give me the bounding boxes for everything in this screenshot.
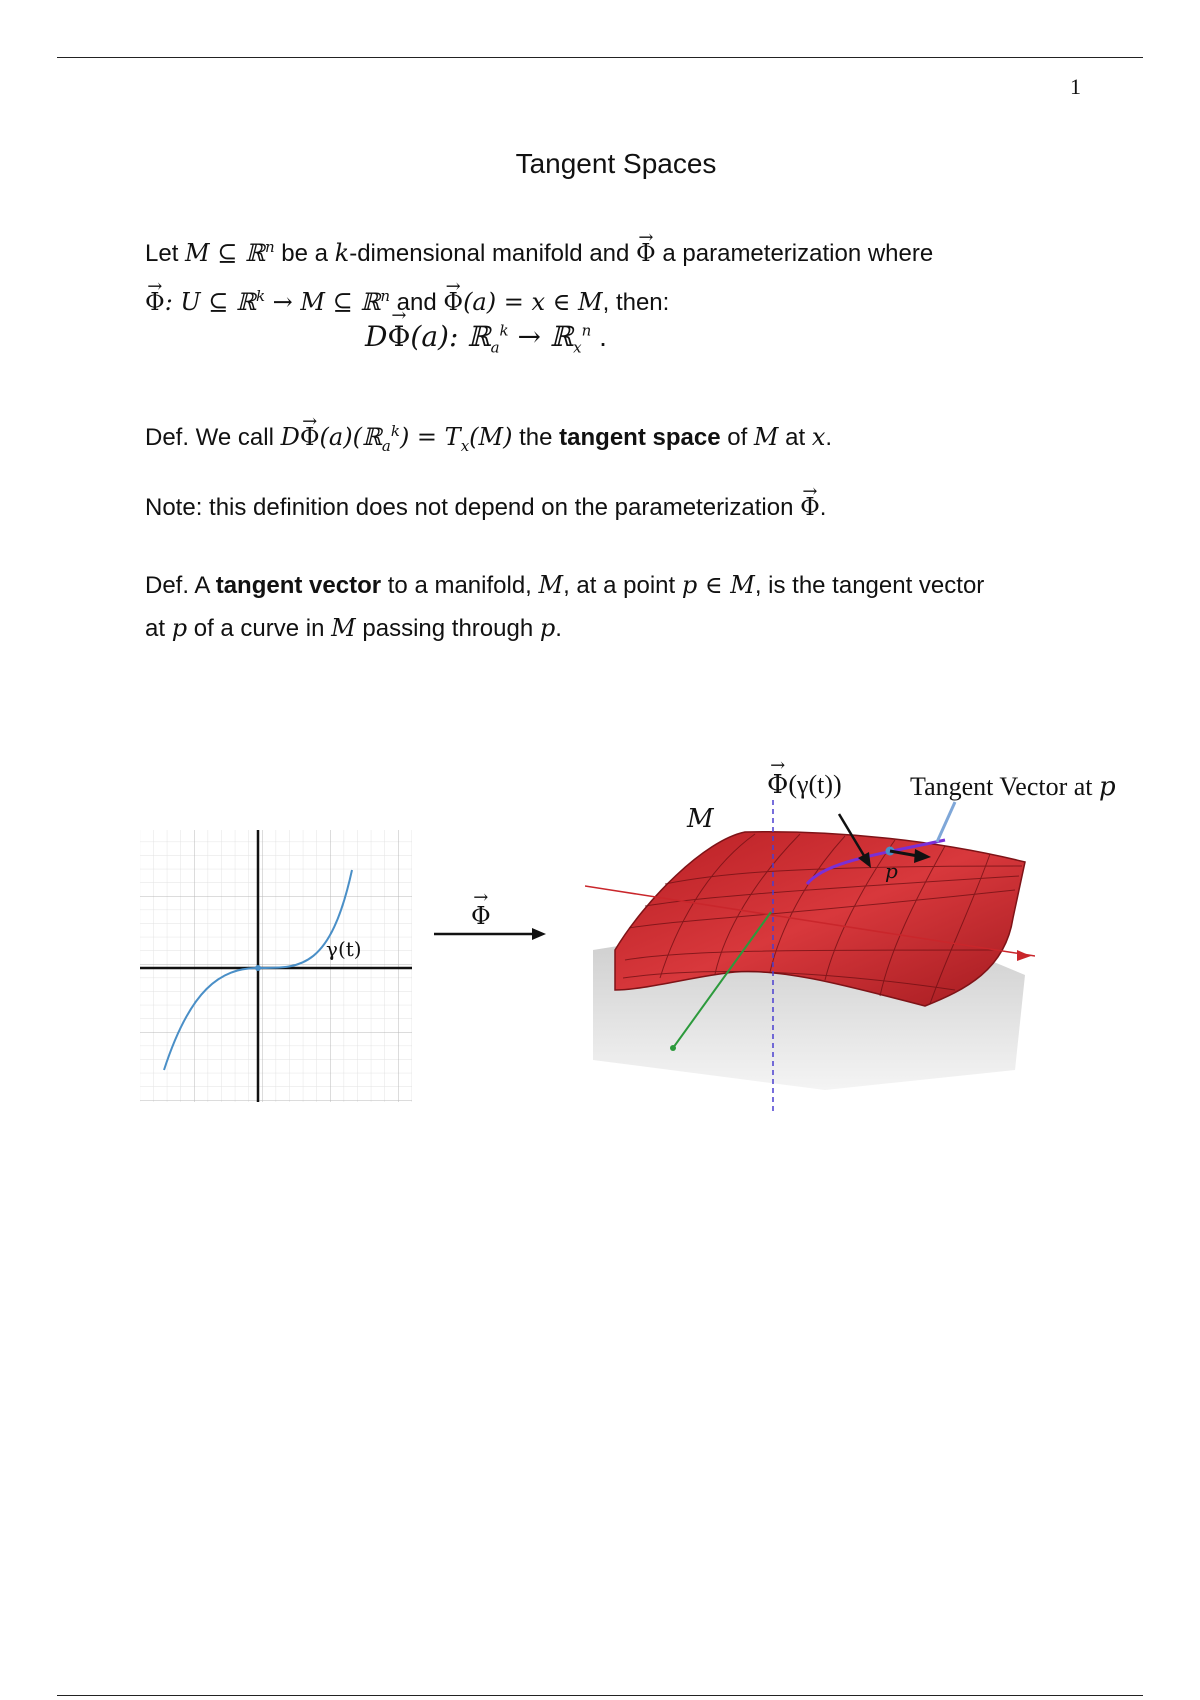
- phi-gamma-label: → Φ(γ(t)): [767, 770, 842, 800]
- tangent-vector-label: Tangent Vector at p: [910, 772, 1116, 802]
- def2-line-2: at p of a curve in M passing through p.: [145, 614, 562, 642]
- origin-point: [255, 965, 261, 971]
- page-number: 1: [1070, 74, 1081, 99]
- page-title: Tangent Spaces: [515, 148, 717, 179]
- intro-paragraph: [145, 226, 933, 324]
- manifold-label: M: [687, 804, 714, 834]
- tangent-pointer-arrow: [937, 802, 955, 842]
- y-axis-end-point: [670, 1045, 676, 1051]
- gamma-label: γ(t): [326, 937, 362, 961]
- map-label: → Φ: [471, 902, 491, 931]
- top-rule: [57, 57, 1143, 58]
- manifold-figure: [585, 800, 1035, 1130]
- map-arrow: [432, 926, 547, 942]
- manifold-surface: [615, 832, 1025, 1006]
- intro-line-1: Let M ⊆ ℝ$^n$ be a k-dimensional manifold and → Φ a parameterization where: [145, 226, 933, 275]
- display-equation: D→ Φ(a): ℝ$_a^k$ → ℝ$_x^n$ .: [365, 320, 607, 357]
- definition-tangent-vector: [145, 564, 984, 650]
- definition-tangent-space: Def. We call D→ Φ(a)(ℝ$_a^k$) = $T_x(M)$ the tangent space of M at x.: [145, 410, 832, 467]
- def2-line-1: Def. A tangent vector to a manifold, M, at a point p ∈ M, is the tangent vector: [145, 571, 985, 599]
- intro-line-2: → Φ: U ⊆ ℝ$^k$ → M ⊆ ℝ$^n$ and → Φ(a) = x ∈ M, then:: [145, 275, 933, 324]
- point-p-label: p: [885, 859, 898, 883]
- grid: [140, 830, 412, 1102]
- note-paragraph: Note: this definition does not depend on the parameterization → Φ.: [145, 486, 826, 529]
- bottom-rule: [57, 1695, 1143, 1696]
- x-axis-arrowhead: [1017, 950, 1031, 961]
- curve-graph: [140, 830, 412, 1102]
